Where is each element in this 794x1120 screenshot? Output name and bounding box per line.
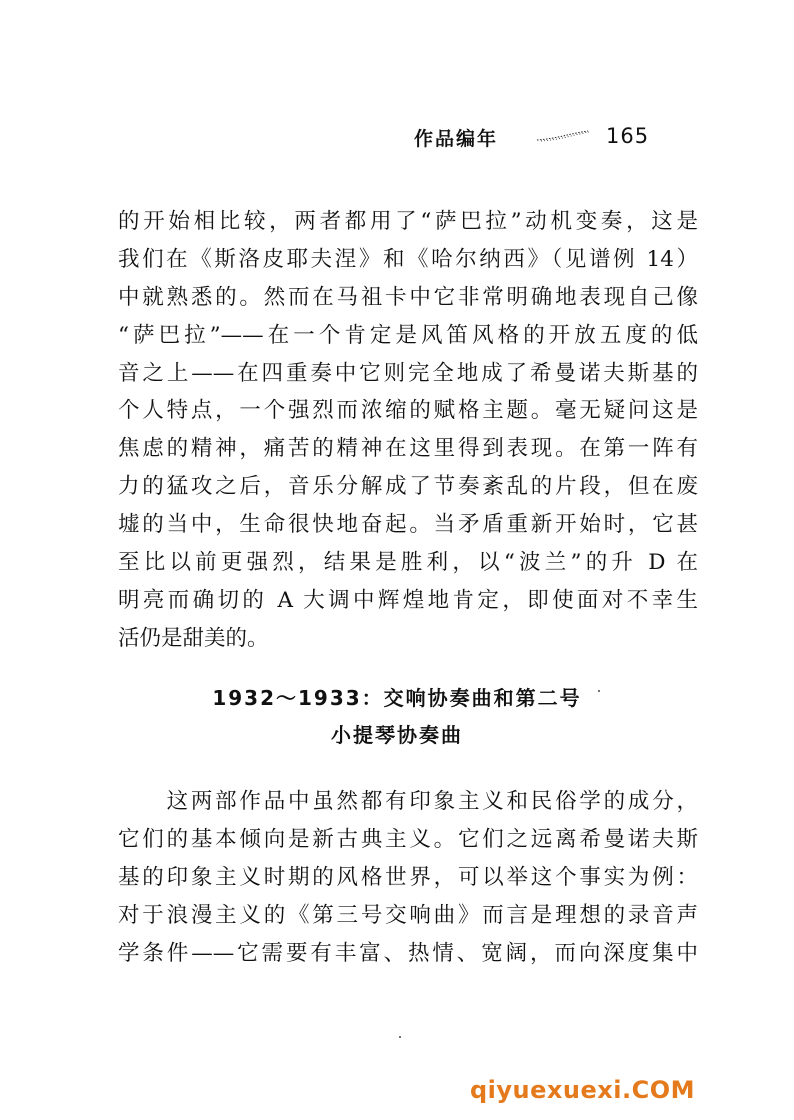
text-line: 中就熟悉的。然而在马祖卡中它非常明确地表现自己像 [118, 284, 698, 310]
text-line: 至比以前更强烈，结果是胜利，以“波兰”的升 D 在 [118, 550, 698, 576]
scan-speck [598, 690, 600, 692]
text-line: 它们的基本倾向是新古典主义。它们之远离希曼诺夫斯 [118, 826, 698, 852]
body-paragraph-2 [118, 783, 698, 972]
text-line: 对于浪漫主义的《第三号交响曲》而言是理想的录音声 [118, 902, 698, 928]
dotted-flourish-icon [535, 130, 590, 142]
text-line: 我们在《斯洛皮耶夫涅》和《哈尔纳西》（见谱例 14） [118, 246, 698, 272]
section-heading-line-1: 1932～1933：交响协奏曲和第二号 [212, 686, 582, 710]
scan-speck [399, 1036, 401, 1038]
text-line: 这两部作品中虽然都有印象主义和民俗学的成分， [118, 789, 698, 814]
text-line: 明亮而确切的 A 大调中辉煌地肯定，即使面对不幸生 [118, 587, 698, 613]
site-watermark: qiyuexuexi.COM [470, 1076, 695, 1104]
text-line: 的开始相比较，两者都用了“萨巴拉”动机变奏，这是 [118, 209, 698, 234]
text-line: 学条件——它需要有丰富、热情、宽阔，而向深度集中 [118, 940, 698, 966]
text-line: 基的印象主义时期的风格世界，可以举这个事实为例： [118, 864, 698, 890]
text-line: “萨巴拉”——在一个肯定是风笛风格的开放五度的低 [118, 322, 698, 348]
section-heading-line-2: 小提琴协奏曲 [331, 723, 463, 747]
running-head-title: 作品编年 [414, 128, 499, 150]
page-number: 165 [606, 124, 650, 148]
text-line: 个人特点，一个强烈而浓缩的赋格主题。毫无疑问这是 [118, 398, 698, 424]
body-paragraph-1 [118, 203, 698, 658]
text-line: 音之上——在四重奏中它则完全地成了希曼诺夫斯基的 [118, 360, 698, 386]
text-line: 活仍是甜美的。 [118, 625, 269, 651]
text-line: 焦虑的精神，痛苦的精神在这里得到表现。在第一阵有 [118, 436, 698, 462]
text-line: 力的猛攻之后，音乐分解成了节奏紊乱的片段，但在废 [118, 474, 698, 500]
text-line: 墟的当中，生命很快地奋起。当矛盾重新开始时，它甚 [118, 512, 698, 538]
